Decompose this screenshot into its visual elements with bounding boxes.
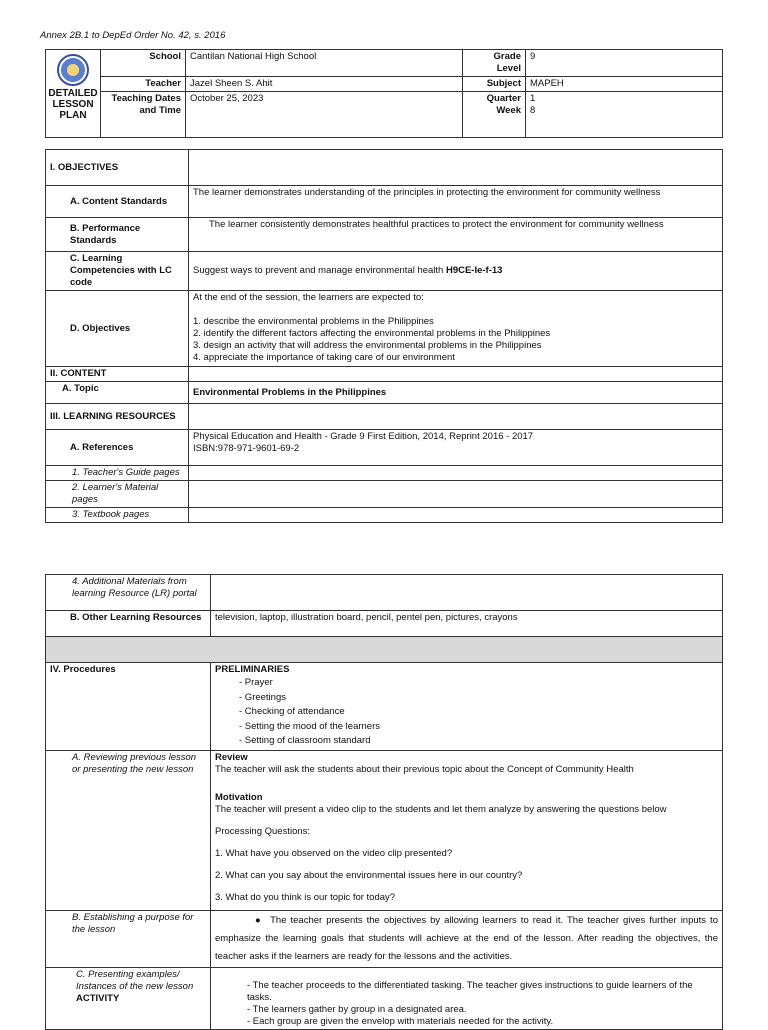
learning-competencies-label: C. Learning Competencies with LC code (46, 252, 189, 291)
learning-competencies-value: Suggest ways to prevent and manage environmental health H9CE-Ie-f-13 (189, 252, 723, 291)
reviewing-lesson-label: A. Reviewing previous lesson or presenting the new lesson (46, 750, 211, 910)
textbook-pages-label: 3. Textbook pages (46, 508, 189, 523)
learners-material-label: 2. Learner's Material pages (46, 481, 189, 508)
activity-item: - Each group are given the envelop with materials needed for the activity. (247, 1015, 554, 1027)
content-standards-value: The learner demonstrates understanding of the principles in protecting the environment for community wellness (189, 186, 723, 218)
processing-question: 1. What have you observed on the video clip presented? (215, 847, 453, 859)
teachers-guide-label: 1. Teacher's Guide pages (46, 466, 189, 481)
preliminaries-cell: PRELIMINARIES - Prayer - Greetings - Checking of attendance - Setting the mood of the learners - Setting of classroom standard (211, 663, 723, 751)
lesson-table-part2 (45, 574, 723, 1030)
lesson-table-part1 (45, 149, 723, 523)
header-table (45, 49, 723, 138)
quarter-week-labels: Quarter Week (463, 92, 526, 138)
shaded-divider (46, 637, 723, 663)
references-label: A. References (46, 430, 189, 466)
dlp-title: DETAILED LESSON PLAN (48, 88, 98, 121)
purpose-cell: ● The teacher presents the objectives by allowing learners to read it. The teacher gives further inputs to emphasize the learning goals that students will achieve at the end of the lesson. After reading the objectives, the teacher asks if the learners are ready for the lessons and the activities. (211, 910, 723, 967)
establishing-purpose-label: B. Establishing a purpose for the lesson (46, 910, 211, 967)
other-resources-value: television, laptop, illustration board, pencil, pentel pen, pictures, crayons (211, 611, 723, 637)
topic-label: A. Topic (46, 382, 189, 404)
annex-reference: Annex 2B.1 to DepEd Order No. 42, s. 2016 (40, 30, 226, 41)
quarter-week-values: 1 8 (526, 92, 723, 138)
school-value: Cantilan National High School (186, 50, 463, 77)
objectives-label: D. Objectives (46, 291, 189, 367)
other-resources-label: B. Other Learning Resources (46, 611, 211, 637)
grade-value: 9 (526, 50, 723, 77)
objectives-heading: I. OBJECTIVES (46, 150, 189, 186)
teacher-label: Teacher (101, 77, 186, 92)
prelim-item: - Prayer (239, 677, 273, 688)
dates-label: Teaching Dates and Time (101, 92, 186, 138)
processing-question: 2. What can you say about the environmental issues here in our country? (215, 869, 523, 881)
procedures-heading: IV. Procedures (46, 663, 211, 751)
lc-code: H9CE-Ie-f-13 (445, 265, 503, 276)
teacher-value: Jazel Sheen S. Ahit (186, 77, 463, 92)
subject-value: MAPEH (526, 77, 723, 92)
activity-cell (211, 967, 723, 1029)
subject-label: Subject (463, 77, 526, 92)
objectives-value: At the end of the session, the learners are expected to: 1. describe the environmental problems in the Philippines 2. identify the different factors affecting the environmental problems in the Philippines 3. design an activity that will address the environmental problems in the Philippines 4. appreciate the importance of taking care of our environment (189, 291, 723, 367)
references-value: Physical Education and Health - Grade 9 First Edition, 2014, Reprint 2016 - 2017 ISBN:978-971-9601-69-2 (189, 430, 723, 466)
prelim-item: - Checking of attendance (239, 706, 345, 717)
prelim-item: - Setting the mood of the learners (239, 720, 380, 732)
prelim-item: - Greetings (239, 691, 286, 703)
content-heading: II. CONTENT (46, 367, 189, 382)
review-motivation-cell: Review The teacher will ask the students about their previous topic about the Concept of Community Health Motivation The teacher will present a video clip to the students and let them analyze by answering the questions below Processing Questions: 1. What have you observed on the video clip presented? 2. What can you say about the environmental issues here in our country? 3. What do you think is our topic for today? (211, 750, 723, 910)
additional-materials-label: 4. Additional Materials from learning Resource (LR) portal (46, 575, 211, 611)
grade-label: Grade Level (463, 50, 526, 77)
processing-question: 3. What do you think is our topic for today? (215, 891, 396, 903)
learning-resources-heading: III. LEARNING RESOURCES (46, 404, 189, 430)
objective-item: 1. describe the environmental problems in the Philippines (193, 316, 434, 327)
deped-seal-icon (57, 54, 89, 86)
dates-value: October 25, 2023 (186, 92, 463, 138)
logo-cell (46, 50, 101, 138)
performance-standards-label: B. Performance Standards (46, 218, 189, 252)
prelim-item: - Setting of classroom standard (239, 735, 371, 746)
school-label: School (101, 50, 186, 77)
objective-item: 4. appreciate the importance of taking care of our environment (193, 352, 455, 363)
presenting-examples-cell: C. Presenting examples/ Instances of the new lesson ACTIVITY (46, 967, 211, 1029)
performance-standards-value: The learner consistently demonstrates healthful practices to protect the environment for community wellness (189, 218, 723, 252)
content-standards-label: A. Content Standards (46, 186, 189, 218)
objective-item: 3. design an activity that will address the environmental problems in the Philippines (193, 340, 542, 351)
activity-item: - The learners gather by group in a designated area. (247, 1003, 467, 1015)
activity-item: - The teacher proceeds to the differentiated tasking. The teacher gives instructions to guide learners of the tasks. (247, 979, 693, 1003)
objective-item: 2. identify the different factors affecting the environmental problems in the Philippines (193, 328, 551, 339)
topic-value: Environmental Problems in the Philippines (189, 382, 723, 404)
